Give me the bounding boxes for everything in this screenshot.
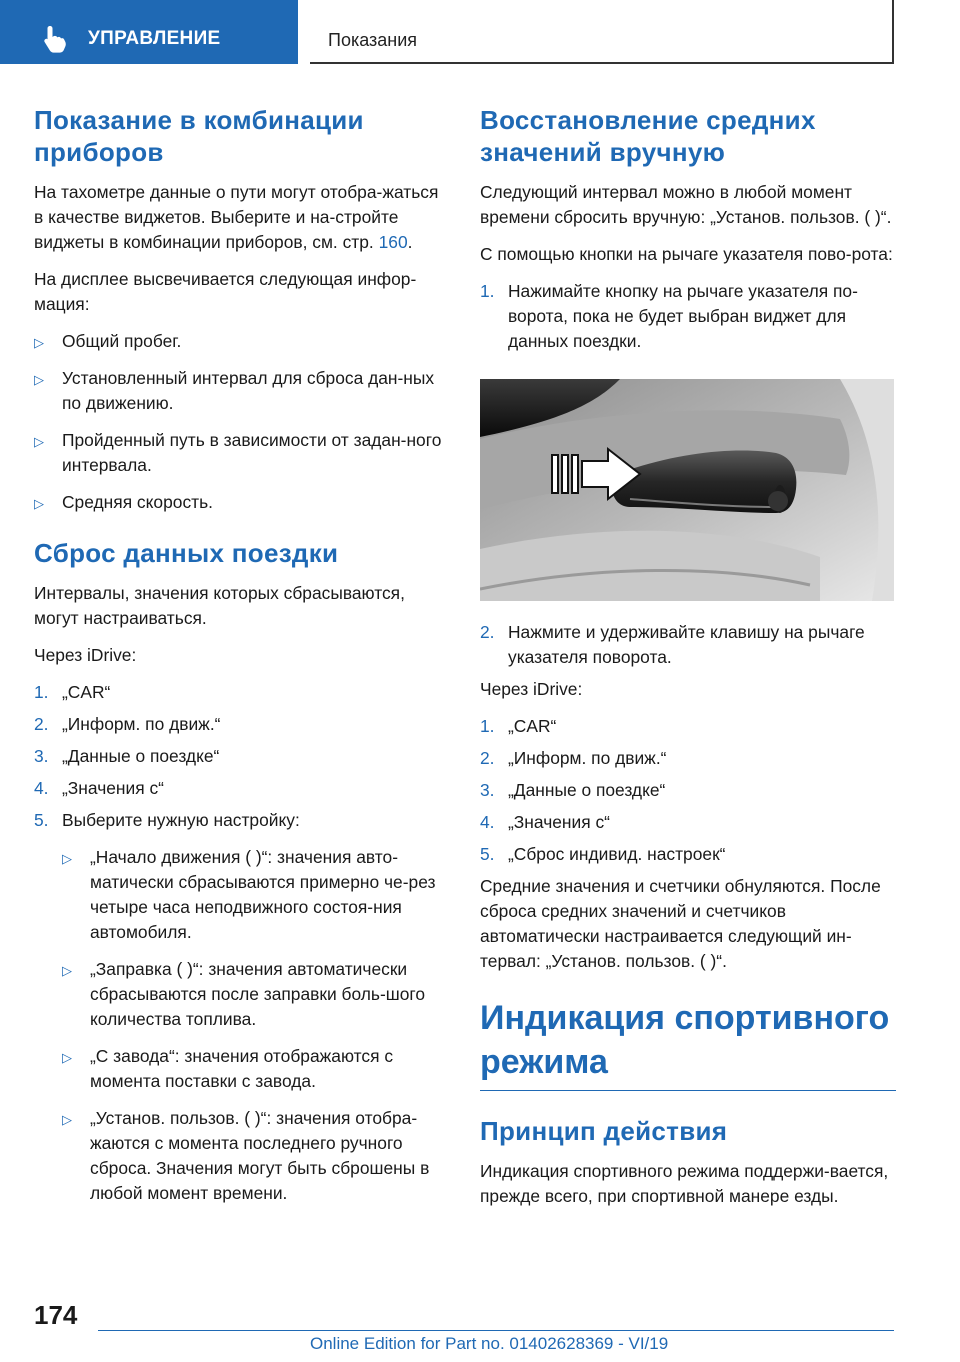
step-number: 5. <box>480 844 495 864</box>
step-number: 3. <box>34 746 49 766</box>
section-title: Показания <box>328 30 418 50</box>
triangle-bullet-icon: ▷ <box>34 335 44 350</box>
paragraph-via-idrive: Через iDrive: <box>34 645 137 665</box>
step-number: 2. <box>480 748 495 768</box>
step-text: Нажимайте кнопку на рычаге указателя по-ворота, пока не будет выбран виджет для данных поездки. <box>508 281 858 351</box>
list-item <box>34 366 450 416</box>
settings-sub-list <box>62 845 450 1206</box>
list-item-text: Пройденный путь в зависимости от задан-ного интервала. <box>62 430 442 475</box>
paragraph-intervals: Интервалы, значения которых сбрасываются, могут настраиваться. <box>34 583 405 628</box>
list-item <box>34 428 450 478</box>
heading-principle: Принцип действия <box>480 1116 728 1146</box>
step-text: „Информ. по движ.“ <box>508 748 667 768</box>
heading-indicator: Показание в комбинации приборов <box>34 105 364 167</box>
step-number: 2. <box>34 714 49 734</box>
chapter-title: УПРАВЛЕНИЕ <box>88 28 221 49</box>
step-text: Выберите нужную настройку: <box>62 810 300 830</box>
list-item <box>62 1106 450 1206</box>
step-text: „Данные о поездке“ <box>62 746 220 766</box>
step-item <box>480 842 896 867</box>
list-item-text: Общий пробег. <box>62 331 182 351</box>
step-number: 1. <box>480 281 495 301</box>
step-text: „Данные о поездке“ <box>508 780 666 800</box>
triangle-bullet-icon: ▷ <box>34 496 44 511</box>
list-item-text: „Заправка ( )“: значения автоматически сбрасываются после заправки боль-шого количества топлива. <box>90 959 426 1029</box>
step-item <box>34 712 450 737</box>
step-text: „Значения с“ <box>62 778 164 798</box>
step-text: „Сброс индивид. настроек“ <box>508 844 726 864</box>
paragraph-sport-mode: Индикация спортивного режима поддержи-вается, прежде всего, при спортивной манере езды. <box>480 1161 889 1206</box>
step-number: 5. <box>34 810 49 830</box>
step-item <box>34 680 450 705</box>
chapter-tab[interactable] <box>0 0 298 64</box>
step-text: „CAR“ <box>508 716 557 736</box>
triangle-bullet-icon: ▷ <box>62 1050 72 1065</box>
step-item <box>480 279 896 354</box>
list-item-text: Установленный интервал для сброса дан-ных по движению. <box>62 368 435 413</box>
list-item-text: Средняя скорость. <box>62 492 214 512</box>
edition-note: Online Edition for Part no. 01402628369 - VI/19 <box>310 1334 669 1353</box>
idrive-reset-steps <box>480 714 896 867</box>
lever-steps <box>480 279 896 354</box>
list-item <box>62 845 450 945</box>
list-item <box>62 957 450 1032</box>
triangle-bullet-icon: ▷ <box>62 851 72 866</box>
step-number: 1. <box>34 682 49 702</box>
paragraph-reset-result: Средние значения и счетчики обнуляются. После сброса средних значений и счетчиков автоматически настраивается следующий ин-тервал: „Установ. пользов. ( )“. <box>480 876 881 971</box>
list-item-text: „Установ. пользов. ( )“: значения отобра-жаются с момента последнего ручного сброса. Значения могут быть сброшены в любой момент времени. <box>90 1108 430 1203</box>
lever-steps-continued <box>480 620 896 670</box>
info-bullet-list <box>34 329 450 515</box>
idrive-steps <box>34 680 450 1206</box>
triangle-bullet-icon: ▷ <box>34 434 44 449</box>
triangle-bullet-icon: ▷ <box>34 372 44 387</box>
list-item-text: „Начало движения ( )“: значения авто-матически сбрасываются примерно че-рез четыре часа неподвижного состоя-ния автомобиля. <box>90 847 436 942</box>
heading-sport-mode: Индикация спортивного режима <box>480 999 890 1081</box>
right-column <box>480 104 896 1221</box>
paragraph-widgets <box>34 180 450 255</box>
step-item <box>34 744 450 769</box>
list-item <box>34 329 450 354</box>
list-item <box>34 490 450 515</box>
paragraph-widgets-text: На тахометре данные о пути могут отобра-жаться в качестве виджетов. Выберите и на-стройте виджеты в комбинации приборов, см. стр. <box>34 182 439 252</box>
heading-divider <box>480 1090 896 1091</box>
paragraph-lever-button: С помощью кнопки на рычаге указателя пово-рота: <box>480 244 893 264</box>
step-text: „Значения с“ <box>508 812 610 832</box>
triangle-bullet-icon: ▷ <box>62 963 72 978</box>
paragraph-display-info: На дисплее высвечивается следующая инфор-мация: <box>34 269 417 314</box>
paragraph-widgets-end: . <box>407 232 413 252</box>
step-number: 3. <box>480 780 495 800</box>
step-item <box>480 714 896 739</box>
step-item <box>34 776 450 801</box>
step-item <box>480 620 896 670</box>
footer-divider <box>98 1330 894 1331</box>
step-text: „CAR“ <box>62 682 111 702</box>
turn-signal-lever-image <box>480 379 894 601</box>
step-number: 2. <box>480 622 495 642</box>
step-item <box>480 778 896 803</box>
page-number: 174 <box>34 1300 78 1330</box>
step-text: Нажмите и удерживайте клавишу на рычаге указателя поворота. <box>508 622 865 667</box>
page-link[interactable]: 160 <box>378 232 408 252</box>
paragraph-manual-interval: Следующий интервал можно в любой момент времени сбросить вручную: „Установ. пользов. ( )“. <box>480 182 892 227</box>
left-column <box>34 104 450 1218</box>
heading-reset-trip: Сброс данных поездки <box>34 538 339 568</box>
step-item <box>480 746 896 771</box>
step-item <box>480 810 896 835</box>
heading-manual-reset: Восстановление средних значений вручную <box>480 105 816 167</box>
step-number: 1. <box>480 716 495 736</box>
paragraph-via-idrive: Через iDrive: <box>480 679 583 699</box>
step-number: 4. <box>480 812 495 832</box>
triangle-bullet-icon: ▷ <box>62 1112 72 1127</box>
list-item-text: „С завода“: значения отображаются с момента поставки с завода. <box>90 1046 394 1091</box>
step-text: „Информ. по движ.“ <box>62 714 221 734</box>
step-number: 4. <box>34 778 49 798</box>
hand-pointer-icon <box>40 24 70 54</box>
section-header <box>310 0 894 64</box>
list-item <box>62 1044 450 1094</box>
step-item <box>34 808 450 1206</box>
